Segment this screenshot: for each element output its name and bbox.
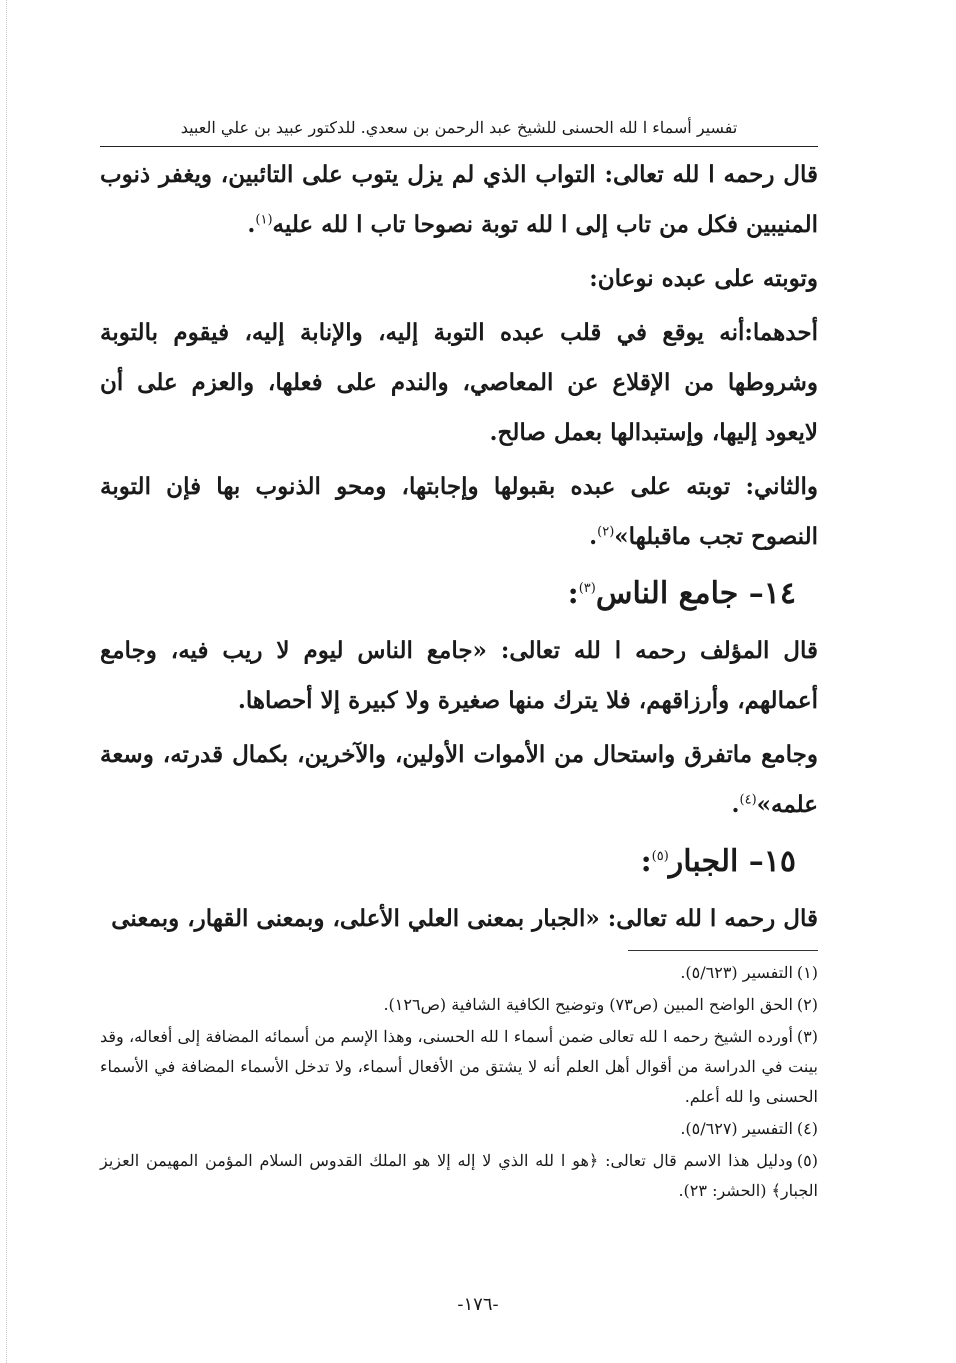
footnote-ref-3[interactable]: (٣) xyxy=(578,581,596,596)
heading-end: : xyxy=(567,576,579,611)
footnote-item xyxy=(100,1146,818,1206)
main-text xyxy=(100,150,818,948)
page-number-text: -١٧٦- xyxy=(457,1294,499,1315)
page-number xyxy=(0,1290,956,1320)
footnote-ref-5[interactable]: (٥) xyxy=(651,849,669,864)
paragraph-jami-continued xyxy=(100,730,818,830)
paragraph-end: . xyxy=(247,211,256,238)
footnote-number: (٤) xyxy=(796,1119,818,1138)
heading-end: : xyxy=(640,844,652,879)
footnote-text: ودليل هذا الاسم قال تعالى: ﴿هو ا لله الذي لا إله إلا هو الملك القدوس السلام المؤمن المهيمن العزيز الجبار﴾ (الحشر: ٢٣). xyxy=(100,1151,818,1200)
footnote-ref-4[interactable]: (٤) xyxy=(739,792,757,808)
footnote-number: (١) xyxy=(796,963,818,982)
footnotes xyxy=(100,958,818,1208)
paragraph-text: وتوبته على عبده نوعان: xyxy=(589,265,818,292)
section-heading-14 xyxy=(100,566,796,622)
running-header-title: تفسير أسماء ا لله الحسنى للشيخ عبد الرحمن بن سعدي. للدكتور عبيد بن علي العبيد xyxy=(180,118,738,137)
paragraph-tawwab-definition xyxy=(100,150,818,250)
section-heading-15 xyxy=(100,834,796,890)
heading-text: ١٤– جامع الناس xyxy=(595,576,796,611)
paragraph-text: قال المؤلف رحمه ا لله تعالى: «جامع الناس ليوم لا ريب فيه، وجامع أعمالهم، وأرزاقهم، فلا يترك منها صغيرة ولا كبيرة إلا أحصاها. xyxy=(100,637,818,714)
footnote-separator xyxy=(628,950,818,951)
scan-edge-marks xyxy=(6,0,9,1363)
footnote-item xyxy=(100,958,818,988)
footnote-text: التفسير (٥/٦٢٣). xyxy=(680,963,793,982)
paragraph-end: . xyxy=(589,523,598,550)
heading-text: ١٥– الجبار xyxy=(668,844,796,879)
paragraph-first-kind xyxy=(100,308,818,458)
paragraph-text: قال رحمه ا لله تعالى: التواب الذي لم يزل يتوب على التائبين، ويغفر ذنوب المنيبين فكل من تاب إلى ا لله توبة نصوحا تاب ا لله عليه xyxy=(100,161,818,238)
footnote-number: (٣) xyxy=(796,1027,818,1046)
paragraph-text: والثاني: توبته على عبده بقبولها وإجابتها، ومحو الذنوب بها فإن التوبة النصوح تجب ماقبلها» xyxy=(100,473,818,550)
footnote-ref-1[interactable]: (١) xyxy=(255,212,273,228)
paragraph-second-kind xyxy=(100,462,818,562)
footnote-text: التفسير (٥/٦٢٧). xyxy=(680,1119,793,1138)
paragraph-two-kinds xyxy=(100,254,818,304)
footnote-number: (٥) xyxy=(796,1151,819,1170)
footnote-item xyxy=(100,990,818,1020)
footnote-number: (٢) xyxy=(796,995,818,1014)
footnote-item xyxy=(100,1022,818,1112)
footnote-text: الحق الواضح المبين (ص٧٣) وتوضيح الكافية الشافية (ص١٢٦). xyxy=(383,995,793,1014)
paragraph-text: وجامع ماتفرق واستحال من الأموات الأولين، والآخرين، بكمال قدرته، وسعة علمه» xyxy=(100,741,818,818)
footnote-text: أورده الشيخ رحمه ا لله تعالى ضمن أسماء ا لله الحسنى، وهذا الإسم من أسمائه المضافة إلى أفعاله، وقد بينت في الدراسة من أقوال أهل العلم أنه لا يشتق من الأفعال أسماء، ولا تدخل الأسماء المضافة في الأسماء الحسنى وا لله أعلم. xyxy=(100,1027,818,1106)
paragraph-end: . xyxy=(731,791,740,818)
paragraph-text: قال رحمه ا لله تعالى: «الجبار بمعنى العلي الأعلى، وبمعنى القهار، وبمعنى xyxy=(111,905,818,932)
paragraph-text: أحدهما:أنه يوقع في قلب عبده التوبة إليه، والإنابة إليه، فيقوم بالتوبة وشروطها من الإقلاع عن المعاصي، والندم على فعلها، والعزم على أن لايعود إليها، وإستبدالها بعمل صالح. xyxy=(100,319,818,446)
footnote-ref-2[interactable]: (٢) xyxy=(597,524,615,540)
footnote-item xyxy=(100,1114,818,1144)
paragraph-jami-definition xyxy=(100,626,818,726)
running-header xyxy=(100,112,818,147)
paragraph-jabbar-definition xyxy=(100,894,818,944)
